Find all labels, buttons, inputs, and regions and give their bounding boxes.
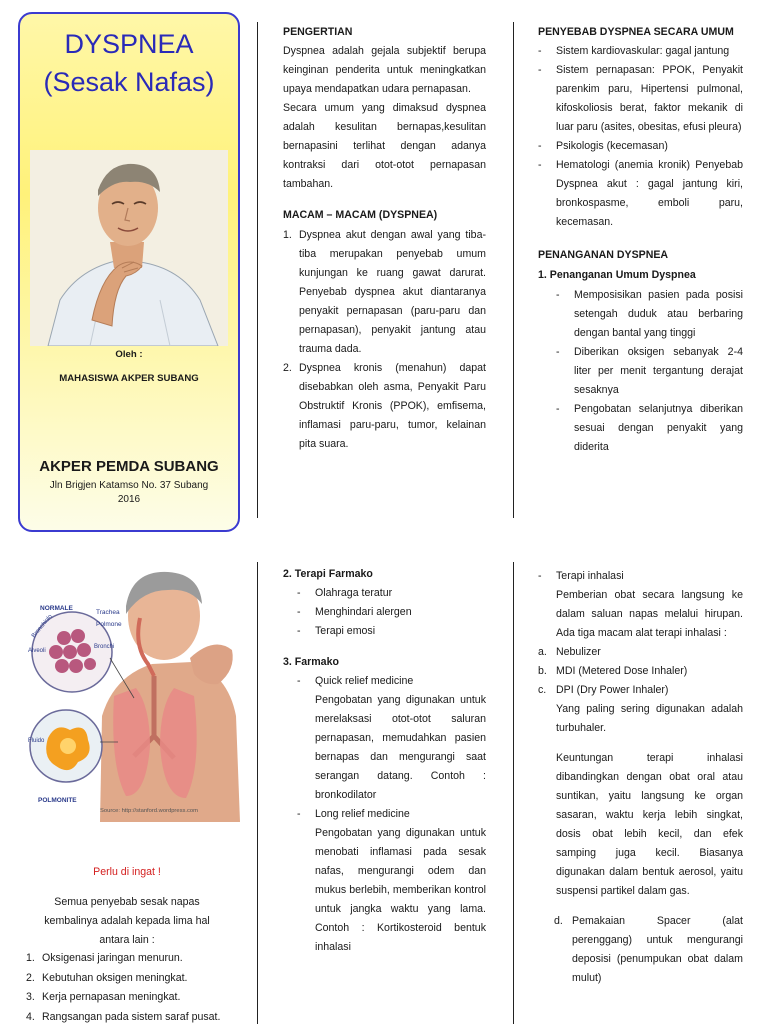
quick-relief-text: Pengobatan yang digunakan untuk merelaksasi otot-otot saluran pernapasan, memudahkan pasien bernapas dan mengurangi saat serangan datang. Contoh : bronkodilator [315,694,486,801]
inhalasi-intro: Pemberian obat secara langsung ke dalam saluan napas melalui hirupan. Ada tiga macam alat terapi inhalasi : [556,589,743,639]
list-item: - Olahraga teratur [297,587,393,599]
farmako-list [283,672,486,957]
penyebab-section [538,25,743,457]
list-item: - Hematologi (anemia kronik) Penyebab Dyspnea akut : gagal jantung kiri, bronkospasme, emboli paru, kecemasan. [538,159,743,228]
list-item: - Long relief medicine Pengobatan yang digunakan untuk menobati inflamasi pada sesak nafas, mengurangi odem dan mukus berlebih, memberikan kontrol untuk jangka waktu yang lama. Contoh : Kortikosteroid bentuk inhalasi [297,805,486,957]
institution-name: AKPER PEMDA SUBANG [39,458,219,475]
inhalasi-list [538,567,743,643]
list-item: - Memposisikan pasien pada posisi setengah duduk atau berbaring dengan bantal yang tinggi [556,289,743,339]
list-item: b. MDI (Metered Dose Inhaler) [538,665,688,677]
inhalasi-devices [538,643,743,700]
inhalasi-title: Terapi inhalasi [556,570,624,582]
lung-pneumonia-illustration [22,566,242,822]
label-trachea: Trachea [96,609,120,616]
macam-list [283,226,486,454]
list-item: - Quick relief medicine Pengobatan yang digunakan untuk merelaksasi otot-otot saluran pernapasan, memudahkan pasien bernapas dan mengurangi saat serangan datang. Contoh : bronkodilator [297,672,486,805]
divider-top-right [513,22,514,518]
image-source: Source: http://stanford.wordpress.com [100,808,198,814]
dpi-note: Yang paling sering digunakan adalah turbuhaler. [556,703,743,734]
man-choking-illustration [30,150,228,346]
spacer-item [538,912,743,988]
inhalasi-section [538,567,743,988]
label-alveoli: Alveoli [28,648,46,654]
reminder-list [26,949,246,1027]
macam-heading: MACAM – MACAM (DYSPNEA) [283,209,438,221]
terapi-farmako-list [283,584,486,641]
list-item: - Psikologis (kecemasan) [538,140,668,152]
list-item: c. DPI (Dry Power Inhaler) [538,684,669,696]
list-item: d. Pemakaian Spacer (alat perenggang) untuk mengurangi deposisi (penumpukan obat dalam mulut) [554,915,743,984]
label-bronchiolo: Bronchiolo [30,613,54,640]
cover-title: DYSPNEA [64,29,194,59]
pengertian-paragraph: Dyspnea adalah gejala subjektif berupa keinginan penderita untuk meningkatkan upaya mendapatkan udara pernapasan. [283,45,486,95]
reminder-intro: Semua penyebab sesak napas kembalinya adalah kepada lima hal antara lain : [44,896,210,946]
pengertian-paragraph: Secara umum yang dimaksud dyspnea adalah kesulitan bernapas,kesulitan bernapasini terlihat dengan adanya kontraksi dari otot-otot pernapasan tambahan. [283,102,486,190]
penyebab-list [538,42,743,232]
list-item: - Menghindari alergen [297,606,412,618]
list-item: 1. Dyspnea akut dengan awal yang tiba-tiba merupakan penyebab umum kunjungan ke ruang gawat darurat. Penyebab dyspnea akut diantaranya penyakit pernapasan (paru-paru dan pernapasan), penyakit jantung atau trauma dada. [283,229,486,355]
author-name: MAHASISWA AKPER SUBANG [59,373,199,384]
list-item: 2. Dyspnea kronis (menahun) dapat disebabkan oleh asma, Penyakit Paru Obstruktif Kronis (PPOK), emfisema, inflamasi paru-paru, tumor, kelainan pita suara. [283,362,486,450]
list-item: 4. Rangsangan pada sistem saraf pusat. [26,1010,221,1023]
list-item: - Terapi inhalasi Pemberian obat secara langsung ke dalam saluan napas melalui hirupan. Ada tiga macam alat terapi inhalasi : [538,567,743,643]
cover-panel [18,12,240,532]
pengertian-heading: PENGERTIAN [283,26,353,38]
penanganan-subheading: 1. Penanganan Umum Dyspnea [538,269,696,281]
pengertian-section [283,25,486,454]
long-relief-text: Pengobatan yang digunakan untuk menobati inflamasi pada sesak nafas, mengurangi odem dan mukus berlebih, memberikan kontrol untuk jangka waktu yang lama. Contoh : Kortikosteroid bentuk inhalasi [315,827,486,953]
quick-relief-title: Quick relief medicine [315,675,414,687]
farmako-heading: 3. Farmako [283,656,339,668]
label-polmonite: POLMONITE [38,797,77,804]
list-item: - Diberikan oksigen sebanyak 2-4 liter per menit tergantung derajat sesaknya [556,346,743,396]
reminder-heading: Perlu di ingat ! [93,866,161,878]
label-normale: NORMALE [40,605,73,612]
penanganan-heading: PENANGANAN DYSPNEA [538,249,669,261]
penyebab-heading: PENYEBAB DYSPNEA SECARA UMUM [538,26,734,38]
list-item: - Pengobatan selanjutnya diberikan sesuai dengan penyakit yang diderita [556,403,743,453]
penanganan-list [538,286,743,457]
list-item: - Terapi emosi [297,625,376,637]
year: 2016 [117,494,141,505]
list-item: - Sistem pernapasan: PPOK, Penyakit parenkim paru, Hipertensi pulmonal, kifoskoliosis berat, faktor mekanik di luar paru (asites, obesitas, efusi pleura) [538,64,743,133]
list-item: - Sistem kardiovaskular: gagal jantung [538,45,730,57]
divider-bottom-left [257,562,258,1024]
cover-subtitle: (Sesak Nafas) [43,67,215,97]
divider-bottom-right [513,562,514,1024]
inhalasi-advantage: Keuntungan terapi inhalasi dibandingkan dengan obat oral atau suntikan, yaitu langsung ke organ sasaran, waktu kerja lebih singkat, dosis obat lebih kecil, dan efek samping juga kecil. Biasanya digunakan dalam bentuk aerosol, yaitu suspensi partikel dalam gas. [556,752,743,897]
by-label: Oleh : [115,349,143,360]
label-polmone: Polmone [96,621,122,628]
label-bronchi: Bronchi [94,644,115,650]
list-item: 1. Oksigenasi jaringan menurun. [26,952,183,964]
list-item: 3. Kerja pernapasan meningkat. [26,991,181,1004]
institution-address: Jln Brigjen Katamso No. 37 Subang [49,480,209,491]
divider-top-left [257,22,258,518]
list-item: a. Nebulizer [538,646,601,658]
farmako-section [283,567,486,957]
list-item: 2. Kebutuhan oksigen meningkat. [26,971,188,984]
long-relief-title: Long relief medicine [315,808,410,820]
terapi-farmako-heading: 2. Terapi Farmako [283,568,373,580]
label-fluido: Fluido [28,738,45,744]
